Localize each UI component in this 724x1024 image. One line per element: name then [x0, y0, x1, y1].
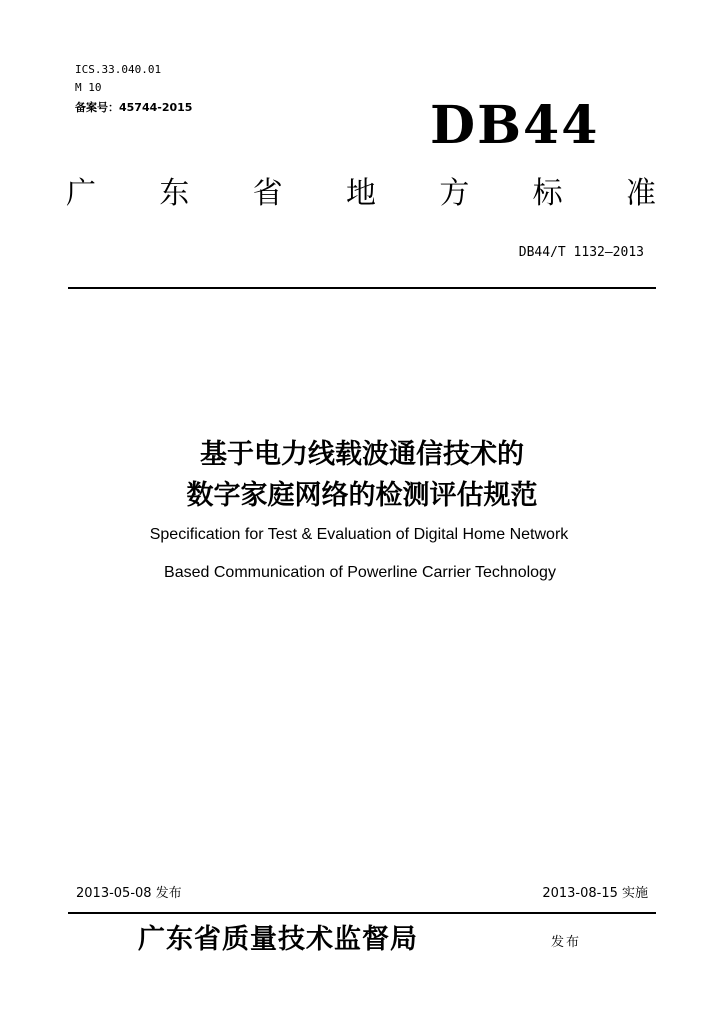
standard-type-heading: [66, 176, 656, 212]
issuing-authority: 广东省质量技术监督局: [138, 924, 418, 955]
standard-type-char: 地: [345, 176, 376, 211]
standard-type-char: 标: [532, 176, 563, 211]
implementation-date: 2013-08-15 实施: [542, 886, 648, 901]
standard-type-char: 东: [159, 176, 190, 211]
classification-code: M 10: [75, 81, 102, 94]
title-english-line-1: Specification for Test & Evaluation of Digital Home Network: [149, 526, 569, 543]
ics-code: ICS.33.040.01: [75, 63, 162, 76]
standard-type-char: 方: [439, 176, 470, 211]
standard-mark: DB44: [430, 95, 600, 156]
title-chinese-line-1: 基于电力线载波通信技术的: [200, 439, 524, 470]
title-chinese-line-2: 数字家庭网络的检测评估规范: [186, 480, 538, 511]
standard-number: DB44/T 1132—2013: [518, 245, 644, 260]
top-divider: [68, 287, 656, 289]
standard-type-char: 准: [625, 176, 656, 211]
filing-number: 备案号：45744-2015: [75, 101, 193, 114]
standard-type-char: 省: [252, 176, 283, 211]
issue-date: 2013-05-08 发布: [76, 886, 182, 901]
issuing-action: 发布: [551, 935, 582, 950]
bottom-divider: [68, 912, 656, 914]
standard-type-char: 广: [66, 176, 96, 211]
title-english-line-2: Based Communication of Powerline Carrier Technology: [164, 564, 556, 581]
